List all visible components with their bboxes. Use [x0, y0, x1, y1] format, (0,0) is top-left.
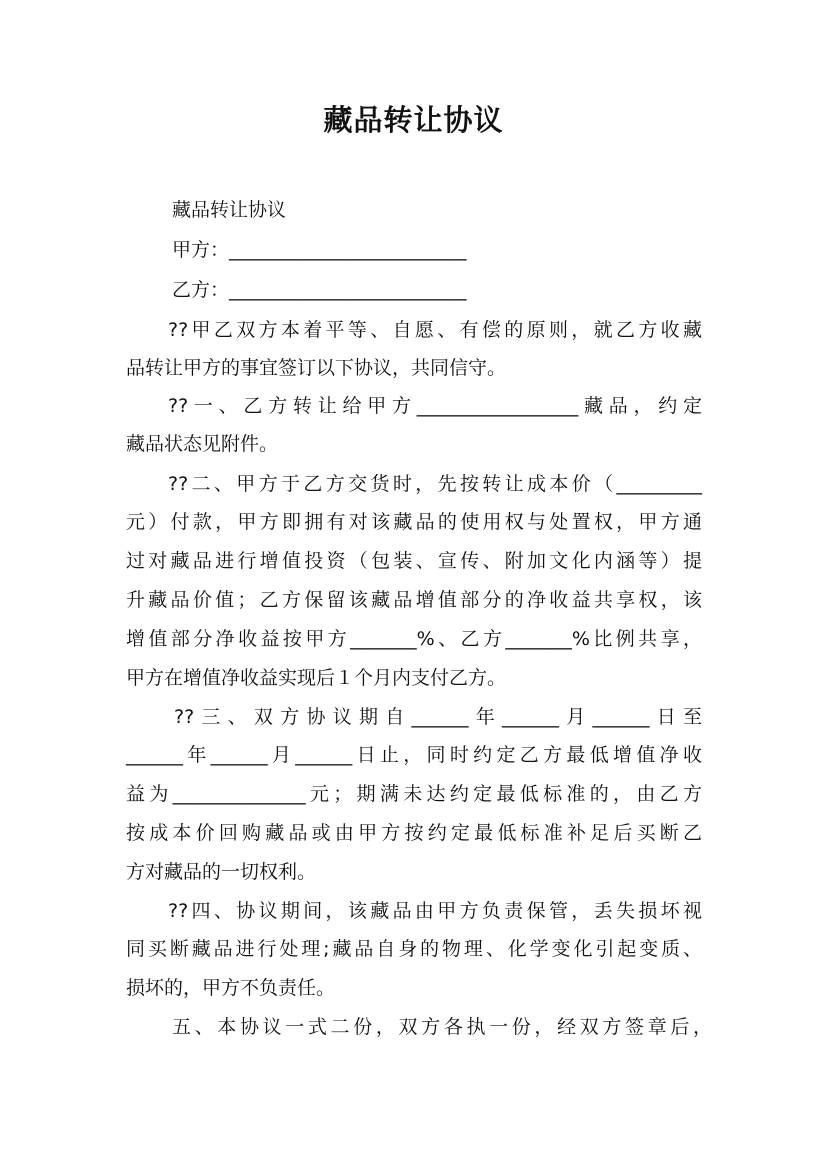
clause-4-line-2: 同买断藏品进行处理;藏品自身的物理、化学变化引起变质、 [126, 938, 702, 960]
clause-2-line-6: 甲方在增值净收益实现后１个月内支付乙方。 [126, 667, 507, 689]
clause-1-line-2: 藏品状态见附件。 [126, 433, 279, 455]
party-a-line: 甲方：_________________________ [172, 239, 467, 261]
clause-2-line-1: ??二、甲方于乙方交货时，先按转让成本价（_________ [168, 473, 702, 495]
clause-2-line-3: 过对藏品进行增值投资（包装、宣传、附加文化内涵等）提 [126, 550, 702, 572]
preamble-line-1: ??甲乙双方本着平等、自愿、有偿的原则，就乙方收藏 [168, 319, 702, 341]
clause-3-line-1: ??三、双方协议期自______年______月______日至 [174, 706, 702, 728]
clause-2-line-4: 升藏品价值；乙方保留该藏品增值部分的净收益共享权，该 [126, 589, 702, 611]
clause-3-line-2: ______年______月______日止，同时约定乙方最低增值净收 [126, 744, 702, 766]
clause-1-line-1: ??一、乙方转让给甲方_________________藏品，约定 [168, 395, 702, 417]
document-title: 藏品转让协议 [323, 103, 504, 137]
agreement-heading-line: 藏品转让协议 [172, 199, 287, 221]
clause-3-line-3: 益为______________元；期满未达约定最低标准的，由乙方 [126, 783, 702, 805]
clause-2-line-5: 增值部分净收益按甲方_______%、乙方_______%比例共享， [126, 628, 702, 650]
clause-3-line-5: 方对藏品的一切权利。 [126, 861, 317, 883]
party-b-line: 乙方：_________________________ [172, 279, 467, 301]
preamble-line-2: 品转让甲方的事宜签订以下协议，共同信守。 [126, 357, 507, 379]
clause-2-line-2: 元）付款，甲方即拥有对该藏品的使用权与处置权，甲方通 [126, 511, 702, 533]
clause-5-line-1: 五、本协议一式二份，双方各执一份，经双方签章后， [172, 1016, 712, 1038]
clause-3-line-4: 按成本价回购藏品或由甲方按约定最低标准补足后买断乙 [126, 822, 702, 844]
clause-4-line-3: 损坏的，甲方不负责任。 [126, 977, 336, 999]
clause-4-line-1: ??四、协议期间，该藏品由甲方负责保管，丢失损坏视 [168, 900, 702, 922]
